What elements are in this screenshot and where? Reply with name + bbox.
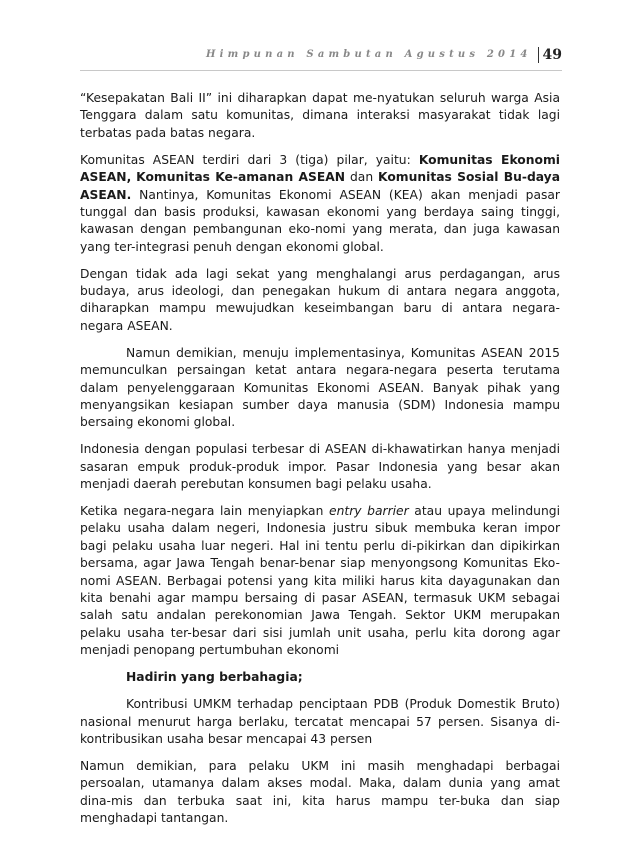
- pillar-socio-cultural: Komunitas Sosial Bu-daya ASEAN.: [80, 170, 560, 202]
- paragraph-6: [80, 503, 560, 660]
- paragraph-8: Namun demikian, para pelaku UKM ini masih menghadapi berbagai persoalan, utamanya dalam akses modal. Maka, dalam dunia yang amat dina-mis dan terbuka saat ini, kita harus mampu ter-buka dan siap menghadapi tantangan.: [80, 758, 560, 826]
- page-header: [80, 40, 562, 71]
- page-number: 49: [542, 47, 562, 63]
- paragraph-6-text-1: Ketika negara-negara lain menyiapkan: [80, 504, 330, 519]
- page-body: [80, 90, 560, 837]
- section-heading: [80, 669, 560, 686]
- paragraph-5: Indonesia dengan populasi terbesar di ASEAN di-khawatirkan hanya menjadi sasaran empuk produk-produk impor. Pasar Indonesia yang besar akan menjadi daerah perebutan konsumen bagi pelaku usaha.: [80, 442, 560, 492]
- paragraph-6-text-2: atau upaya melindungi pelaku usaha dalam negeri, Indonesia justru sibuk membuka keran impor bagi pelaku usaha luar negeri. Hal ini tentu perlu di-pikirkan dan dipikirkan bersama, agar Jawa Tengah benar-benar siap menyongsong Komunitas Eko-nomi ASEAN. Berbagai potensi yang kita miliki harus kita dayagunakan dan kita benahi agar mampu bersaing di pasar ASEAN, termasuk UKM sebagai salah satu andalan perekonomian Jawa Tengah. Sektor UKM merupakan pelaku usaha ter-besar dari sisi jumlah unit usaha, perlu kita dorong agar menjadi penopang pertumbuhan ekonomi: [80, 504, 560, 658]
- paragraph-4: Namun demikian, menuju implementasinya, Komunitas ASEAN 2015 memunculkan persaingan ketat antara negara-negara peserta terutama dalam penyelenggaraan Komunitas Ekonomi ASEAN. Banyak pihak yang menyangsikan kesiapan sumber daya manusia (SDM) Indonesia mampu bersaing ekonomi global.: [80, 345, 560, 430]
- pillar-economic: Komunitas Ekonomi ASEAN,: [80, 152, 560, 185]
- paragraph-3: Dengan tidak ada lagi sekat yang menghalangi arus perdagangan, arus budaya, arus ideologi, dan penegakan hukum di antara negara anggota, diharapkan mampu mewujudkan keseimbangan baru di antara negara-negara ASEAN.: [80, 266, 560, 333]
- paragraph-2-text-3: dan: [345, 170, 379, 185]
- entry-barrier-term: entry barrier: [329, 504, 409, 519]
- paragraph-2-text-4: Nantinya, Komunitas Ekonomi ASEAN (KEA) akan menjadi pasar tunggal dan basis produksi, kawasan ekonomi yang berdaya saing tinggi, kawasan dengan pembangunan eko-nomi yang merata, dan juga kawasan yang ter-integrasi penuh dengan ekonomi global.: [80, 187, 560, 254]
- pillar-security: Komunitas Ke-amanan ASEAN: [136, 170, 346, 185]
- running-header-title: Himpunan Sambutan Agustus 2014: [206, 47, 538, 63]
- paragraph-7: Kontribusi UMKM terhadap penciptaan PDB (Produk Domestik Bruto) nasional menurut harga berlaku, tercatat mencapai 57 persen. Sisanya di-kontribusikan usaha besar mencapai 43 persen: [80, 697, 560, 746]
- paragraph-2: [80, 152, 560, 256]
- paragraph-1: “Kesepakatan Bali II” ini diharapkan dapat me-nyatukan seluruh warga Asia Tenggara dalam satu komunitas, dimana interaksi masyarakat tidak lagi terbatas pada batas negara.: [80, 91, 560, 140]
- paragraph-2-text-1: Komunitas ASEAN terdiri dari 3 (tiga) pilar, yaitu:: [80, 152, 419, 167]
- section-heading-text: Hadirin yang berbahagia;: [126, 670, 303, 685]
